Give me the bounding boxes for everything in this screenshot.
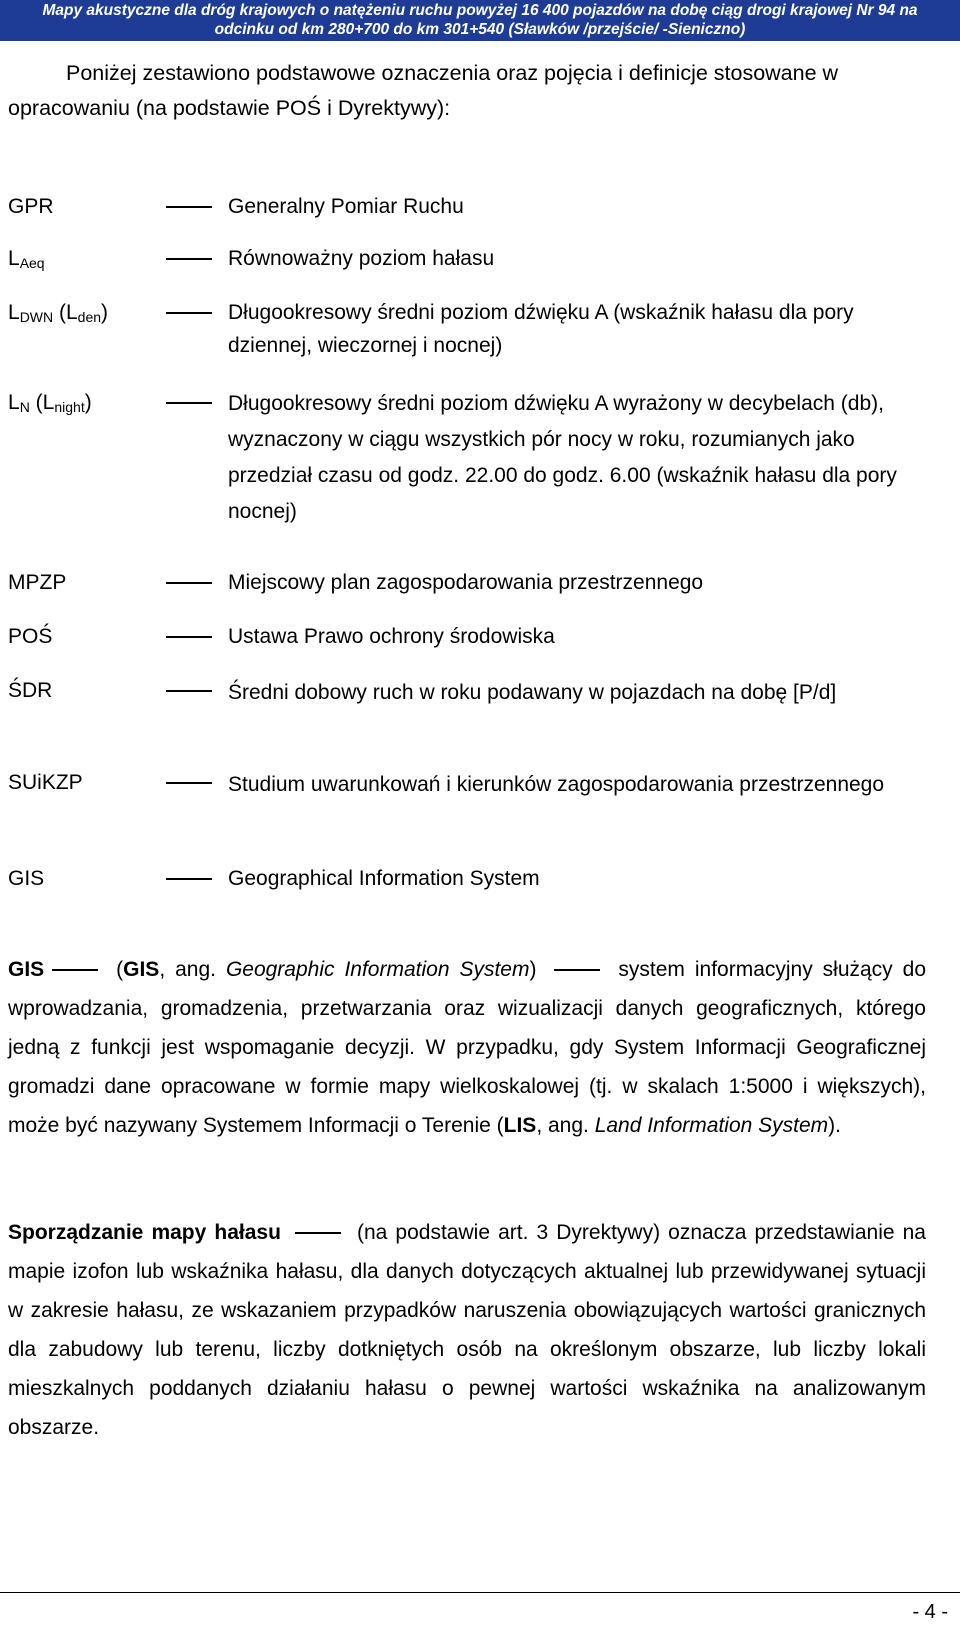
definition-desc: Równoważny poziom hałasu — [228, 247, 495, 270]
page-header — [0, 0, 960, 41]
dash — [295, 1232, 341, 1234]
definition-term: GPR — [8, 195, 54, 218]
definition-desc: Miejscowy plan zagospodarowania przestrzennego — [228, 571, 704, 594]
definition-term: ŚDR — [8, 679, 53, 702]
definition-desc: Ustawa Prawo ochrony środowiska — [228, 625, 555, 648]
definition-desc: Geographical Information System — [228, 867, 540, 890]
header-line-2: odcinku od km 280+700 do km 301+540 (Sławków /przejście/ -Sieniczno) — [214, 21, 746, 38]
dash — [166, 782, 212, 784]
definition-term: GIS — [8, 867, 45, 890]
definition-term: SUiKZP — [8, 771, 83, 794]
definition-term: $L_{Aeq}$ — [8, 247, 45, 271]
dash — [166, 312, 212, 314]
definition-term: $L_{DWN}$ $(L_{den})$ — [8, 301, 109, 325]
dash — [166, 402, 212, 404]
header-line-1: Mapy akustyczne dla dróg krajowych o natężeniu ruchu powyżej 16 400 pojazdów na dobę ciąg drogi krajowej Nr 94 na — [42, 2, 918, 19]
dash — [166, 206, 212, 208]
definition-term: POŚ — [8, 625, 53, 648]
noise-map-paragraph: Sporządzanie mapy hałasu (na podstawie art. 3 Dyrektywy) oznacza przedstawianie na mapie izofon lub wskaźnika hałasu, dla danych dotyczących aktualnej lub przewidywanej sytuacji w zakresie hałasu, ze wskazaniem przypadków naruszenia obowiązujących wartości granicznych dla zabudowy lub terenu, liczby dotkniętych osób na określonym obszarze, lub liczby lokali mieszkalnych poddanych działaniu hałasu o pewnej wartości wskaźnika na analizowanym obszarze. — [8, 1221, 926, 1439]
definition-desc: Studium uwarunkowań i kierunków zagospodarowania przestrzennego — [228, 773, 885, 796]
definition-term: MPZP — [8, 571, 67, 594]
dash — [166, 690, 212, 692]
definition-desc: Generalny Pomiar Ruchu — [228, 195, 464, 218]
dash — [166, 582, 212, 584]
definition-desc: Długookresowy średni poziom dźwięku A wyrażony w decybelach (db), wyznaczony w ciągu wszystkich pór nocy w roku, rozumianych jako przedział czasu od godz. 22.00 do godz. 6.00 (wskaźnik hałasu dla pory nocnej) — [228, 392, 897, 523]
definition-desc: Długookresowy średni poziom dźwięku A (wskaźnik hałasu dla pory dziennej, wieczornej i nocnej) — [228, 301, 854, 357]
intro-paragraph: Poniżej zestawiono podstawowe oznaczenia oraz pojęcia i definicje stosowane w opracowaniu (na podstawie POŚ i Dyrektywy): — [8, 61, 839, 120]
dash — [166, 258, 212, 260]
page-number: - 4 - — [912, 1601, 948, 1623]
definition-term: $L_N$ $(L_{night})$ — [8, 391, 92, 415]
dash — [52, 969, 98, 971]
dash — [166, 878, 212, 880]
dash — [166, 636, 212, 638]
footer-divider — [0, 1592, 960, 1593]
dash — [554, 969, 600, 971]
definition-desc: Średni dobowy ruch w roku podawany w pojazdach na dobę [P/d] — [228, 681, 837, 704]
gis-paragraph: GIS (GIS, ang. Geographic Information System) system informacyjny służący do wprowadzania, gromadzenia, przetwarzania oraz wizualizacji danych geograficznych, którego jedną z funkcji jest wspomaganie decyzji. W przypadku, gdy System Informacji Geograficznej gromadzi dane opracowane w formie mapy wielkoskalowej (tj. w skalach 1:5000 i większych), może być nazywany Systemem Informacji o Terenie (LIS, ang. Land Information System). — [8, 958, 926, 1137]
